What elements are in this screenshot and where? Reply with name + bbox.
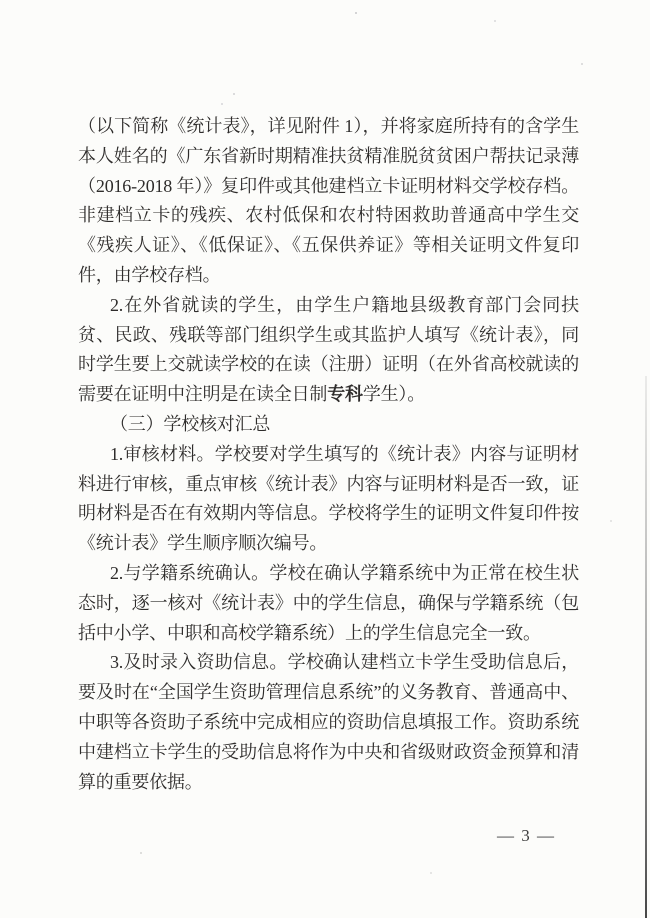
scan-artifact-line: [645, 376, 647, 918]
paragraph-text-segment: 学生）。: [362, 384, 426, 405]
document-body: [78, 112, 579, 797]
paragraph-out-of-province-students: [78, 291, 579, 410]
paragraph-archive-materials: （以下简称《统计表》，详见附件 1），并将家庭所持有的含学生本人姓名的《广东省新时期精准扶贫精准脱贫贫困户帮扶记录薄（2016-2018 年）》复印件或其他建档立卡证明材料交学校存档。非建档立卡的残疾、农村低保和农村特困救助普通高中学生交《残疾人证》、《低保证》、《五保供养证》等相关证明文件复印件，由学校存档。: [78, 116, 579, 285]
page-number: — 3 —: [497, 826, 556, 845]
scan-noise-specks: [0, 0, 2, 2]
heading-school-verification-summary: （三）学校核对汇总: [110, 413, 271, 434]
emphasis-zhuanke: 专科: [327, 384, 363, 405]
paragraph-review-materials: 1.审核材料。学校要对学生填写的《统计表》内容与证明材料进行审核，重点审核《统计表》内容与证明材料是否一致，证明材料是否在有效期内等信息。学校将学生的证明文件复印件按《统计表》学生顺序顺次编号。: [78, 443, 579, 554]
paragraph-enter-aid-information: 3.及时录入资助信息。学校确认建档立卡学生受助信息后，要及时在“全国学生资助管理信息系统”的义务教育、普通高中、中职等各资助子系统中完成相应的资助信息填报工作。资助系统中建档立卡学生的受助信息将作为中央和省级财政资金预算和清算的重要依据。: [78, 652, 579, 792]
paragraph-student-registry-confirmation: 2.与学籍系统确认。学校在确认学籍系统中为正常在校生状态时，逐一核对《统计表》中的学生信息，确保与学籍系统（包括中小学、中职和高校学籍系统）上的学生信息完全一致。: [78, 562, 579, 643]
paragraph-text-segment: 2.在外省就读的学生，由学生户籍地县级教育部门会同扶贫、民政、残联等部门组织学生或其监护人填写《统计表》，同时学生要上交就读学校的在读（注册）证明（在外省高校就读的需要在证明中注明是在读全日制: [78, 294, 579, 405]
